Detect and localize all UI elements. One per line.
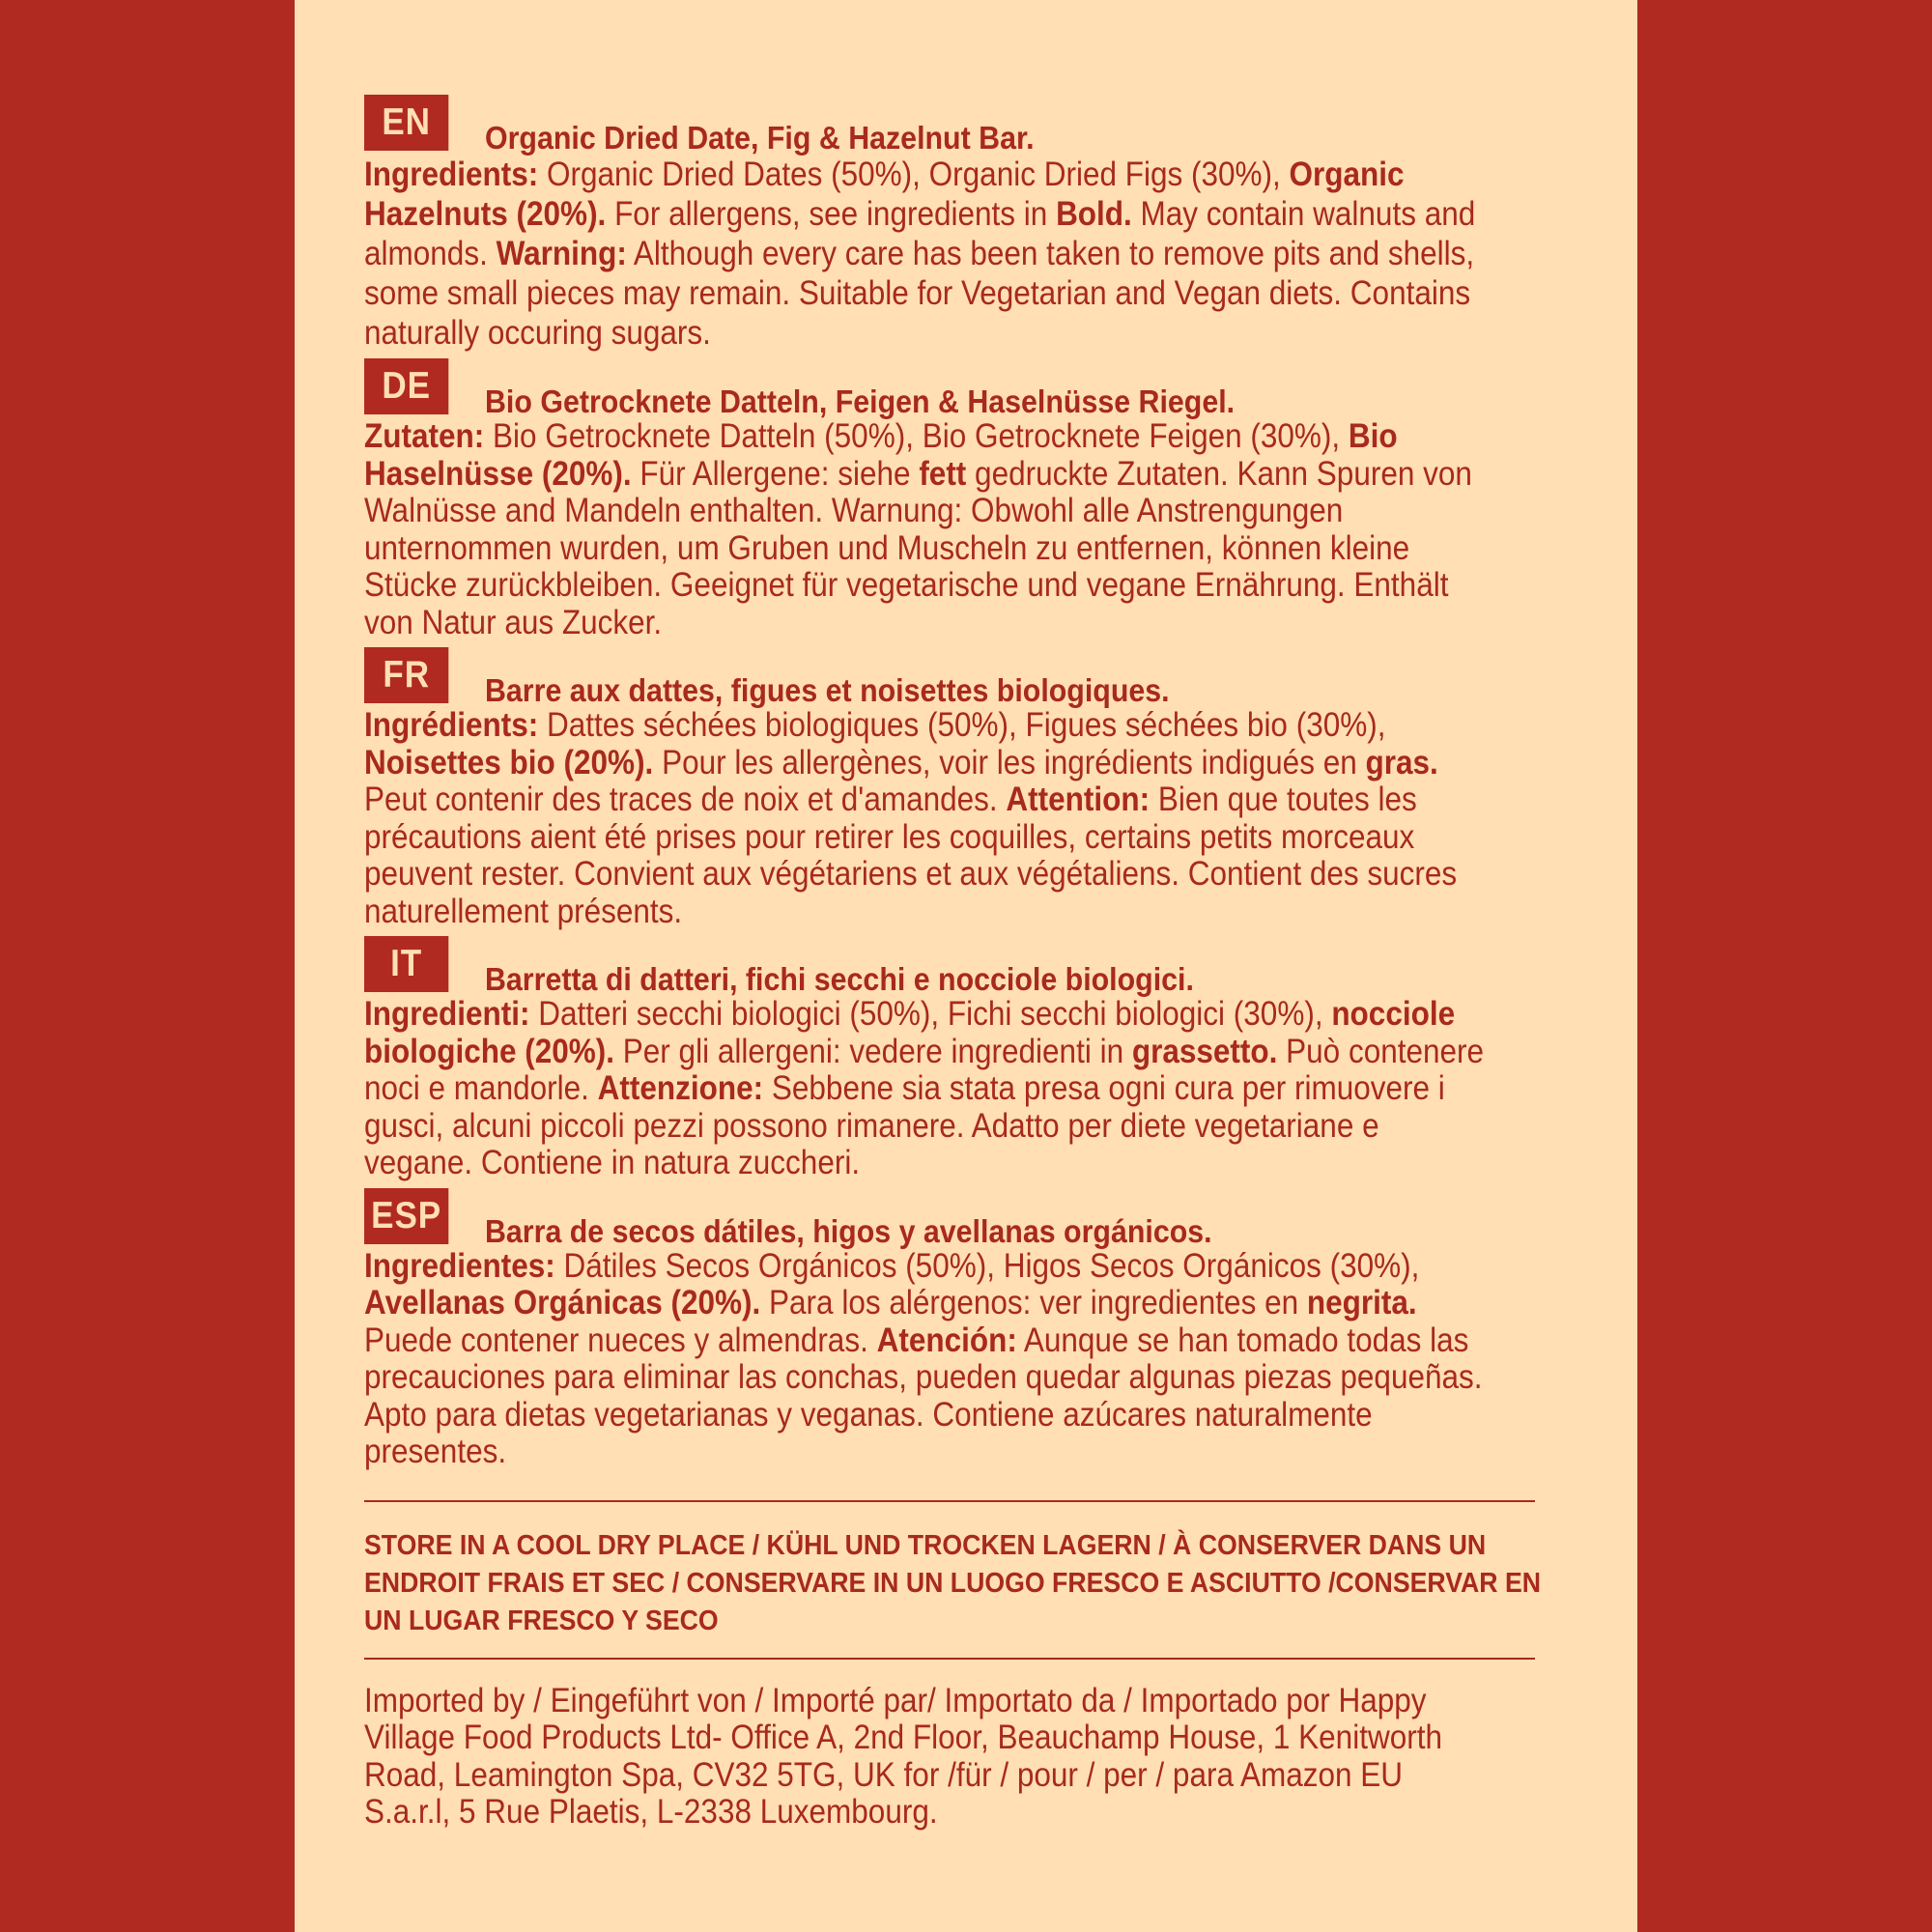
product-title-esp: Barra de secos dátiles, higos y avellanas orgánicos. — [485, 1212, 1212, 1249]
section-esp — [364, 1188, 1583, 1471]
section-header — [364, 1188, 1583, 1249]
text-segment: Puede contener nueces y almendras. — [364, 1321, 877, 1359]
ingredients-label: Zutaten: — [364, 417, 485, 455]
ingredients-label: Ingrédients: — [364, 706, 539, 744]
bold-word: negrita. — [1306, 1284, 1417, 1321]
allergen-bold: Organic Hazelnuts (20%). — [364, 156, 1405, 233]
language-badge-esp: ESP — [364, 1188, 448, 1244]
text-segment: gedruckte Zutaten. Kann Spuren von Walnüsse and Mandeln enthalten. Warnung: Obwohl alle Anstrengungen unternommen wurden, um Gruben und Muscheln zu entfernen, können kleine Stücke zurückbleiben. Geeignet für vegetarische und vegane Ernährung. Enthält von Natur aus Zucker. — [364, 454, 1472, 641]
allergen-bold: Bio Haselnüsse (20%). — [364, 417, 1398, 493]
ingredients-text-de — [364, 418, 1486, 641]
section-header — [364, 936, 1583, 997]
language-badge-de: DE — [364, 358, 448, 414]
text-segment: Può contenere noci e mandorle. — [364, 1032, 1485, 1107]
product-title-it: Barretta di datteri, fichi secchi e nocciole biologici. — [485, 961, 1194, 997]
text-segment: Für Allergene: siehe — [631, 454, 920, 493]
ingredients-text-esp — [364, 1248, 1486, 1471]
text-segment: Pour les allergènes, voir les ingrédients indigués en — [653, 743, 1366, 781]
allergen-bold: Noisettes bio (20%). — [364, 743, 654, 781]
importer-info: Imported by / Eingeführt von / Importé par/ Importato da / Importado por Happy Village Food Products Ltd- Office A, 2nd Floor, Beauchamp House, 1 Kenitworth Road, Leamington Spa, CV32 5TG, UK for /für / pour / per / para Amazon EU S.a.r.l, 5 Rue Plaetis, L-2338 Luxembourg. — [364, 1681, 1442, 1831]
warning-label: Atención: — [876, 1321, 1017, 1359]
section-en — [364, 95, 1583, 353]
section-header — [364, 647, 1583, 708]
text-segment: Datteri secchi biologici (50%), Fichi secchi biologici (30%), — [529, 995, 1332, 1033]
text-segment: For allergens, see ingredients in — [606, 195, 1057, 233]
text-segment: Bio Getrocknete Datteln (50%), Bio Getrocknete Feigen (30%), — [484, 417, 1349, 455]
bold-word: fett — [919, 454, 967, 493]
section-fr — [364, 647, 1583, 930]
section-de — [364, 358, 1583, 641]
bold-word: grassetto. — [1131, 1032, 1278, 1070]
ingredients-label: Ingredientes: — [364, 1246, 555, 1285]
bold-word: Bold. — [1056, 195, 1132, 233]
text-segment: May contain walnuts and almonds. — [364, 195, 1476, 272]
section-header — [364, 358, 1583, 419]
product-title-en: Organic Dried Date, Fig & Hazelnut Bar. — [485, 120, 1035, 156]
text-segment: Para los alérgenos: ver ingredientes en — [760, 1284, 1307, 1321]
language-badge-it: IT — [364, 936, 448, 992]
ingredients-label: Ingredienti: — [364, 995, 530, 1033]
text-segment: Per gli allergeni: vedere ingredienti in — [614, 1032, 1132, 1070]
text-segment: Dattes séchées biologiques (50%), Figues séchées bio (30%), — [538, 706, 1386, 744]
label-content — [364, 95, 1583, 1832]
section-header — [364, 95, 1583, 156]
warning-label: Warning: — [496, 235, 627, 272]
divider-bottom — [364, 1658, 1535, 1660]
text-segment: Aunque se han tomado todas las precauciones para eliminar las conchas, pueden quedar algunas piezas pequeñas. Apto para dietas vegetarianas y veganas. Contiene azúcares naturalmente presentes. — [364, 1321, 1483, 1470]
allergen-bold: nocciole biologiche (20%). — [364, 995, 1456, 1070]
text-segment: Organic Dried Dates (50%), Organic Dried Figs (30%), — [538, 156, 1290, 193]
product-title-de: Bio Getrocknete Datteln, Feigen & Haselnüsse Riegel. — [485, 384, 1236, 419]
section-it — [364, 936, 1583, 1182]
product-title-fr: Barre aux dattes, figues et noisettes biologiques. — [485, 672, 1170, 708]
warning-label: Attenzione: — [597, 1069, 764, 1107]
text-segment: Sebbene sia stata presa ogni cura per rimuovere i gusci, alcuni piccoli pezzi possono rimanere. Adatto per diete vegetariane e vegane. Contiene in natura zuccheri. — [364, 1069, 1445, 1181]
bold-word: gras. — [1365, 743, 1438, 781]
text-segment: Bien que toutes les précautions aient été prises pour retirer les coquilles, certains petits morceaux peuvent rester. Convient aux végétariens et aux végétaliens. Contient des sucres naturellement présents. — [364, 781, 1458, 930]
language-badge-en: EN — [364, 95, 448, 151]
ingredients-label: Ingredients: — [364, 156, 539, 193]
ingredients-text-fr — [364, 707, 1486, 930]
allergen-bold: Avellanas Orgánicas (20%). — [364, 1284, 761, 1321]
ingredients-text-en — [364, 155, 1486, 353]
storage-instructions: STORE IN A COOL DRY PLACE / KÜHL UND TROCKEN LAGERN / À CONSERVER DANS UN ENDROIT FRAIS ET SEC / CONSERVARE IN UN LUOGO FRESCO E ASCIUTTO /CONSERVAR EN UN LUGAR FRESCO Y SECO — [364, 1529, 1542, 1636]
text-segment: Although every care has been taken to remove pits and shells, some small pieces may remain. Suitable for Vegetarian and Vegan diets. Contains naturally occuring sugars. — [364, 235, 1475, 352]
language-badge-fr: FR — [364, 647, 448, 703]
text-segment: Peut contenir des traces de noix et d'amandes. — [364, 781, 1007, 818]
ingredients-text-it — [364, 996, 1486, 1182]
warning-label: Attention: — [1006, 781, 1151, 818]
divider-top — [364, 1500, 1535, 1502]
text-segment: Dátiles Secos Orgánicos (50%), Higos Secos Orgánicos (30%), — [554, 1246, 1420, 1285]
